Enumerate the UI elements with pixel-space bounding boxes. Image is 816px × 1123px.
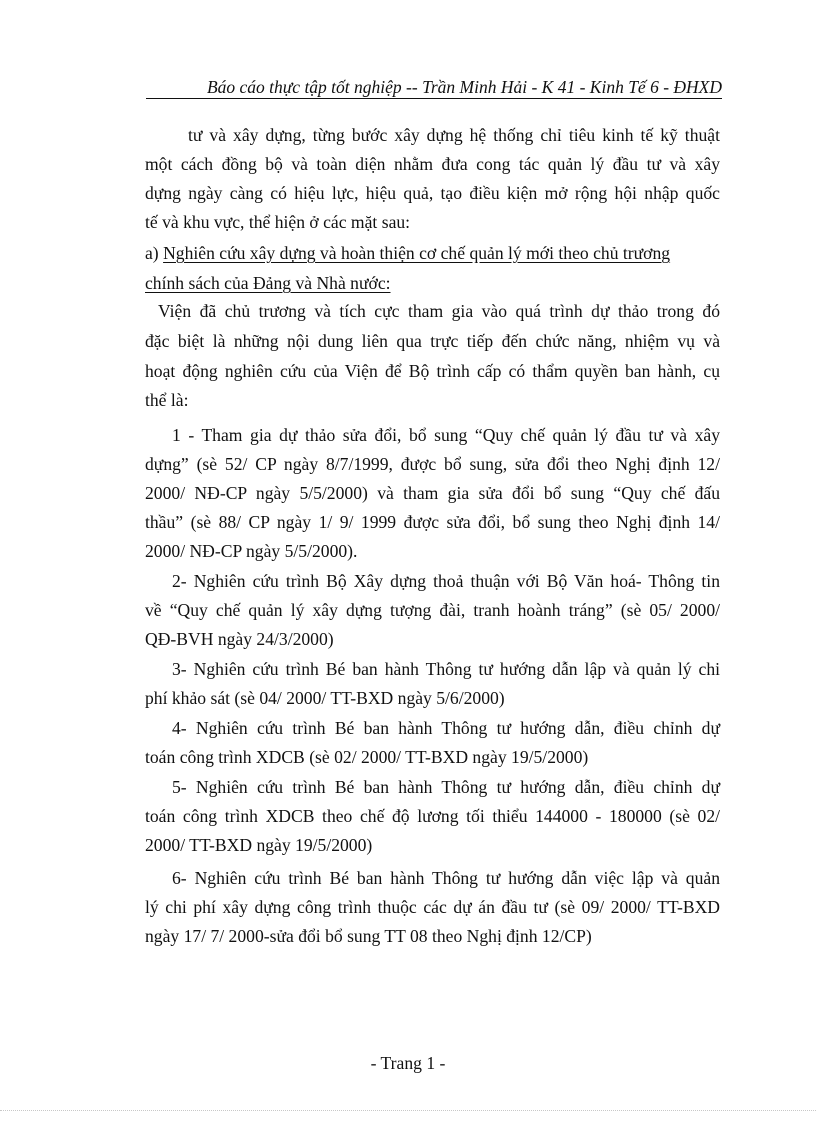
list-item-line: 5- Nghiên cứu trình Bé ban hành Thông tư hướng dẫn, điều chỉnh dự <box>172 777 720 797</box>
list-item-line: 2000/ NĐ-CP ngày 5/5/2000) và tham gia sửa đổi bổ sung “Quy chế đấu <box>145 483 720 503</box>
paragraph-line: Viện đã chủ trương và tích cực tham gia vào quá trình dự thảo trong đó <box>158 301 720 321</box>
page-bottom-divider <box>0 1110 816 1111</box>
list-item-line: phí khảo sát (sè 04/ 2000/ TT-BXD ngày 5/6/2000) <box>145 688 505 708</box>
list-item-line: toán công trình XDCB theo chế độ lương tối thiểu 144000 - 180000 (sè 02/ <box>145 806 720 826</box>
list-item-line: 6- Nghiên cứu trình Bé ban hành Thông tư hướng dẫn việc lập và quản <box>172 868 720 888</box>
list-item-line: ngày 17/ 7/ 2000-sửa đổi bổ sung TT 08 theo Nghị định 12/CP) <box>145 926 592 946</box>
page-header: Báo cáo thực tập tốt nghiệp -- Trần Minh Hải - K 41 - Kinh Tế 6 - ĐHXD <box>146 76 722 99</box>
list-item-line: toán công trình XDCB (sè 02/ 2000/ TT-BXD ngày 19/5/2000) <box>145 747 589 767</box>
list-item-line: 2000/ TT-BXD ngày 19/5/2000) <box>145 835 373 855</box>
intro-line: một cách đồng bộ và toàn diện nhằm đưa cong tác quản lý đầu tư và xây <box>145 154 720 174</box>
list-item-line: về “Quy chế quản lý xây dựng tượng đài, tranh hoành tráng” (sè 05/ 2000/ <box>145 600 720 620</box>
section-a-heading <box>145 242 725 264</box>
list-item-line: 4- Nghiên cứu trình Bé ban hành Thông tư hướng dẫn, điều chỉnh dự <box>172 718 720 738</box>
paragraph-line: đặc biệt là những nội dung liên qua trực tiếp đến chức năng, nhiệm vụ và <box>145 331 720 351</box>
list-item-line: QĐ-BVH ngày 24/3/2000) <box>145 629 334 649</box>
section-a-title-cont: chính sách của Đảng và Nhà nước: <box>145 273 391 293</box>
intro-line: dựng ngày càng có hiệu lực, hiệu quả, tạo điều kiện mở rộng hội nhập quốc <box>145 183 720 203</box>
section-a-prefix: a) <box>145 243 164 263</box>
list-item-line: dựng” (sè 52/ CP ngày 8/7/1999, được bổ sung, sửa đổi theo Nghị định 12/ <box>145 454 720 474</box>
intro-line: tư và xây dựng, từng bước xây dựng hệ thống chỉ tiêu kinh tế kỹ thuật <box>188 125 720 145</box>
list-item-line: 1 - Tham gia dự thảo sửa đổi, bổ sung “Quy chế quản lý đầu tư và xây <box>172 425 720 445</box>
list-item-line: 3- Nghiên cứu trình Bé ban hành Thông tư hướng dẫn lập và quản lý chi <box>172 659 720 679</box>
list-item-line: 2- Nghiên cứu trình Bộ Xây dựng thoả thuận với Bộ Văn hoá- Thông tin <box>172 571 720 591</box>
page-number: - Trang 1 - <box>370 1053 446 1073</box>
paragraph-line: hoạt động nghiên cứu của Viện để Bộ trình cấp có thẩm quyền ban hành, cụ <box>145 361 720 381</box>
list-item-line: thầu” (sè 88/ CP ngày 1/ 9/ 1999 được sửa đổi, bổ sung theo Nghị định 14/ <box>145 512 720 532</box>
list-item-line: lý chi phí xây dựng công trình thuộc các dự án đầu tư (sè 09/ 2000/ TT-BXD <box>145 897 720 917</box>
intro-line: tế và khu vực, thể hiện ở các mặt sau: <box>145 212 411 232</box>
section-a-title: Nghiên cứu xây dựng và hoàn thiện cơ chế quản lý mới theo chủ trương <box>163 243 671 263</box>
paragraph-line: thể là: <box>145 390 189 410</box>
list-item-line: 2000/ NĐ-CP ngày 5/5/2000). <box>145 541 358 561</box>
